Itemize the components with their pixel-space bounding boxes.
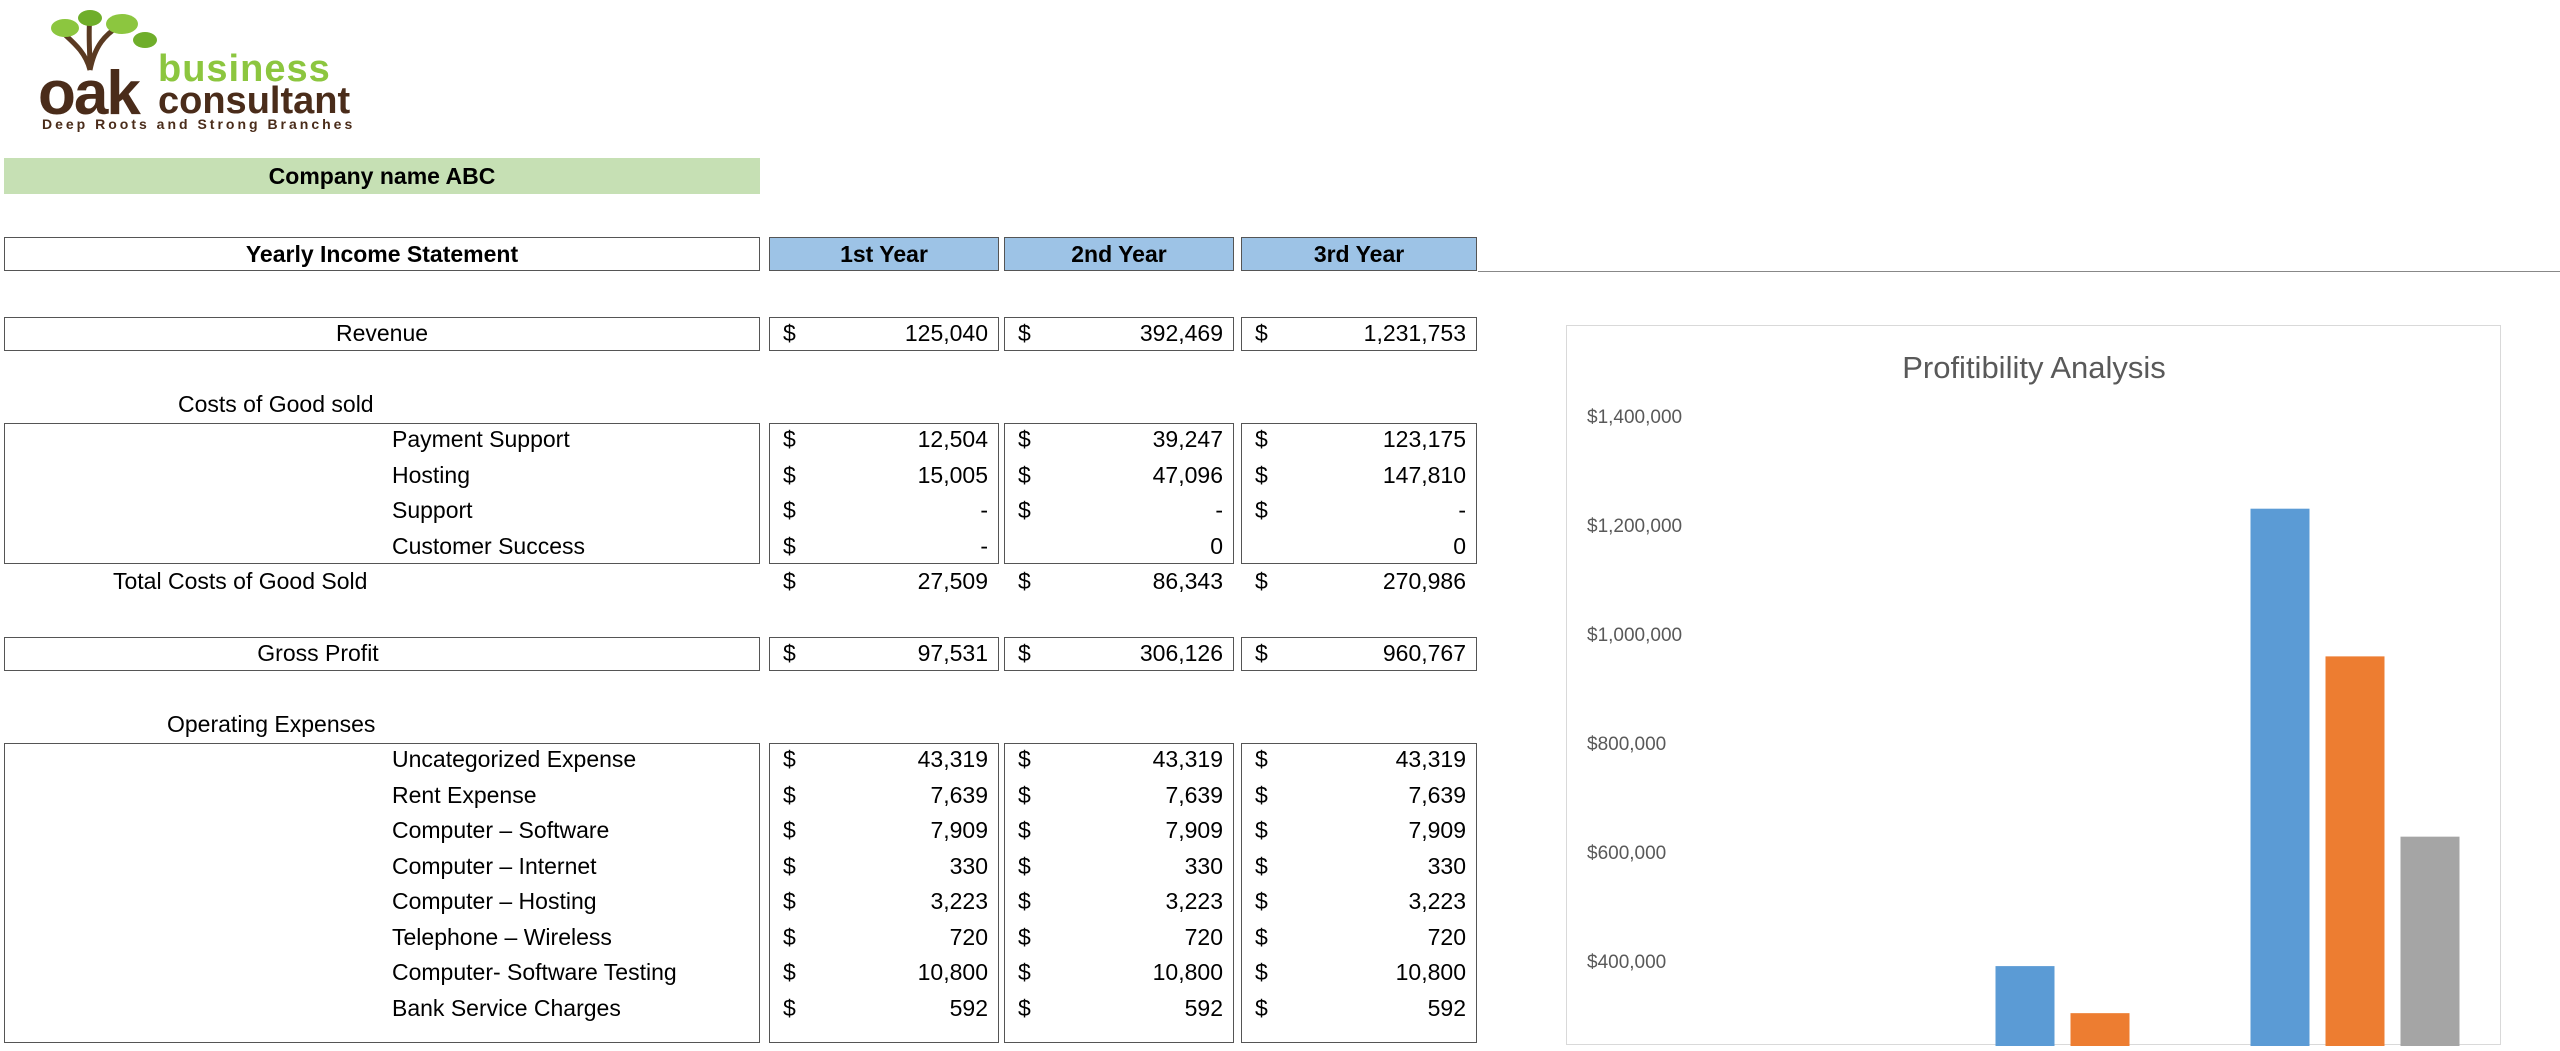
- currency-symbol: $: [783, 995, 796, 1021]
- value-cell[interactable]: 330: [1184, 853, 1223, 879]
- row-label: Payment Support: [392, 426, 570, 452]
- value-cell[interactable]: 592: [1427, 995, 1466, 1021]
- currency-symbol: $: [1255, 817, 1268, 843]
- value-cell[interactable]: 306,126: [1139, 640, 1223, 666]
- currency-symbol: $: [1255, 746, 1268, 772]
- currency-symbol: $: [783, 782, 796, 808]
- logo-oak-text: oak: [38, 59, 139, 128]
- currency-symbol: $: [783, 320, 796, 346]
- value-cell[interactable]: 592: [949, 995, 988, 1021]
- y-tick-label: $600,000: [1587, 843, 1667, 864]
- value-cell[interactable]: -: [980, 497, 988, 523]
- y-tick-label: $400,000: [1587, 952, 1667, 973]
- value-cell[interactable]: 7,909: [930, 817, 988, 843]
- currency-symbol: $: [783, 640, 796, 666]
- currency-symbol: $: [783, 462, 796, 488]
- currency-symbol: $: [1018, 640, 1031, 666]
- currency-symbol: $: [783, 888, 796, 914]
- y-tick-label: $800,000: [1587, 734, 1667, 755]
- value-cell[interactable]: 10,800: [917, 959, 988, 985]
- chart-title: Profitibility Analysis: [1902, 350, 2166, 385]
- value-cell[interactable]: 392,469: [1139, 320, 1223, 346]
- logo-tagline: Deep Roots and Strong Branches: [42, 116, 356, 132]
- value-cell[interactable]: -: [1215, 497, 1223, 523]
- value-cell[interactable]: 43,319: [917, 746, 988, 772]
- currency-symbol: $: [1018, 888, 1031, 914]
- row-label: Hosting: [392, 462, 470, 488]
- value-cell[interactable]: 3,223: [1165, 888, 1223, 914]
- year-header-text: 1st Year: [840, 240, 928, 267]
- cogs-label-box: [4, 423, 760, 564]
- currency-symbol: $: [783, 817, 796, 843]
- currency-symbol: $: [1255, 497, 1268, 523]
- value-cell[interactable]: 43,319: [1152, 746, 1223, 772]
- company-name-text: Company name ABC: [268, 162, 496, 189]
- y-tick-label: $1,000,000: [1587, 625, 1683, 646]
- value-cell[interactable]: 10,800: [1152, 959, 1223, 985]
- row-label: Telephone – Wireless: [392, 924, 612, 950]
- value-cell[interactable]: 10,800: [1395, 959, 1466, 985]
- year-header-3[interactable]: [1241, 237, 1477, 271]
- currency-symbol: $: [783, 426, 796, 452]
- value-cell[interactable]: 147,810: [1382, 462, 1466, 488]
- row-label: Computer- Software Testing: [392, 959, 677, 985]
- profitability-chart[interactable]: [1566, 325, 2501, 1045]
- currency-symbol: $: [1255, 782, 1268, 808]
- chart-bar: [2251, 509, 2310, 1046]
- value-cell[interactable]: 720: [1184, 924, 1223, 950]
- row-label-revenue: Revenue: [335, 320, 429, 346]
- currency-symbol: $: [1255, 995, 1268, 1021]
- currency-symbol: $: [1255, 640, 1268, 666]
- chart-bar: [2326, 656, 2385, 1046]
- currency-symbol: $: [1255, 426, 1268, 452]
- year-header-1[interactable]: [769, 237, 999, 271]
- y-tick-label: $1,400,000: [1587, 407, 1683, 428]
- value-cell[interactable]: 960,767: [1382, 640, 1466, 666]
- chart-bar: [1996, 966, 2055, 1046]
- currency-symbol: $: [783, 533, 796, 559]
- value-cell[interactable]: 125,040: [904, 320, 988, 346]
- header-rule: [1478, 271, 2560, 272]
- value-cell[interactable]: 123,175: [1382, 426, 1466, 452]
- section-label-opex: Operating Expenses: [167, 711, 376, 737]
- value-cell[interactable]: 330: [949, 853, 988, 879]
- row-label: Computer – Software: [392, 817, 610, 843]
- currency-symbol: $: [783, 568, 796, 594]
- chart-bar: [2401, 837, 2460, 1046]
- statement-header-text: Yearly Income Statement: [245, 240, 519, 267]
- value-cell[interactable]: 15,005: [917, 462, 988, 488]
- statement-header[interactable]: [4, 237, 760, 271]
- currency-symbol: $: [1018, 924, 1031, 950]
- value-cell[interactable]: 1,231,753: [1363, 320, 1466, 346]
- value-cell[interactable]: 270,986: [1382, 568, 1466, 594]
- currency-symbol: $: [1018, 426, 1031, 452]
- value-cell[interactable]: 43,319: [1395, 746, 1466, 772]
- logo-business-text: business: [158, 48, 331, 90]
- value-cell[interactable]: 47,096: [1152, 462, 1223, 488]
- row-label: Computer – Hosting: [392, 888, 597, 914]
- currency-symbol: $: [783, 924, 796, 950]
- currency-symbol: $: [1255, 568, 1268, 594]
- value-cell[interactable]: 39,247: [1152, 426, 1223, 452]
- currency-symbol: $: [783, 959, 796, 985]
- value-cell[interactable]: 3,223: [930, 888, 988, 914]
- value-cell[interactable]: -: [1458, 497, 1466, 523]
- currency-symbol: $: [1018, 853, 1031, 879]
- value-cell[interactable]: 720: [1427, 924, 1466, 950]
- value-cell[interactable]: 97,531: [917, 640, 988, 666]
- currency-symbol: $: [1255, 853, 1268, 879]
- value-cell[interactable]: 0: [1210, 533, 1223, 559]
- value-cell[interactable]: 7,639: [930, 782, 988, 808]
- value-cell[interactable]: 7,909: [1408, 817, 1466, 843]
- company-name-cell[interactable]: [4, 158, 760, 194]
- row-label: Customer Success: [392, 533, 586, 559]
- currency-symbol: $: [1018, 320, 1031, 346]
- currency-symbol: $: [1018, 568, 1031, 594]
- currency-symbol: $: [1255, 959, 1268, 985]
- section-label-cogs: Costs of Good sold: [178, 391, 374, 417]
- currency-symbol: $: [1018, 746, 1031, 772]
- row-label: Support: [392, 497, 473, 523]
- value-cell[interactable]: 86,343: [1152, 568, 1223, 594]
- currency-symbol: $: [1018, 959, 1031, 985]
- y-tick-label: $1,200,000: [1587, 516, 1683, 537]
- value-cell[interactable]: 3,223: [1408, 888, 1466, 914]
- currency-symbol: $: [1018, 782, 1031, 808]
- company-logo: [30, 10, 360, 132]
- currency-symbol: $: [783, 746, 796, 772]
- row-label: Uncategorized Expense: [392, 746, 637, 772]
- currency-symbol: $: [1255, 462, 1268, 488]
- currency-symbol: $: [1255, 320, 1268, 346]
- currency-symbol: $: [1018, 462, 1031, 488]
- value-cell[interactable]: 7,909: [1165, 817, 1223, 843]
- value-cell[interactable]: 12,504: [917, 426, 988, 452]
- currency-symbol: $: [1018, 497, 1031, 523]
- value-cell[interactable]: 720: [949, 924, 988, 950]
- chart-bar: [2071, 1013, 2130, 1046]
- currency-symbol: $: [1255, 924, 1268, 950]
- row-label: Rent Expense: [392, 782, 537, 808]
- row-label-gross-profit: Gross Profit: [257, 640, 379, 666]
- value-cell[interactable]: 0: [1453, 533, 1466, 559]
- logo-consultant-text: consultant: [158, 80, 351, 122]
- currency-symbol: $: [1255, 888, 1268, 914]
- value-cell[interactable]: 7,639: [1165, 782, 1223, 808]
- row-label-total-cogs: Total Costs of Good Sold: [113, 568, 368, 594]
- value-cell[interactable]: 330: [1427, 853, 1466, 879]
- chart-canvas: [1567, 326, 2502, 1046]
- currency-symbol: $: [783, 853, 796, 879]
- currency-symbol: $: [1018, 817, 1031, 843]
- year-header-text: 2nd Year: [1071, 240, 1167, 267]
- currency-symbol: $: [783, 497, 796, 523]
- year-header-2[interactable]: [1004, 237, 1234, 271]
- value-cell[interactable]: 7,639: [1408, 782, 1466, 808]
- currency-symbol: $: [1018, 995, 1031, 1021]
- value-cell[interactable]: 27,509: [917, 568, 988, 594]
- value-cell[interactable]: -: [980, 533, 988, 559]
- row-label: Computer – Internet: [392, 853, 597, 879]
- opex-label-box: [4, 743, 760, 1043]
- year-header-text: 3rd Year: [1313, 240, 1405, 267]
- row-label: Bank Service Charges: [392, 995, 621, 1021]
- value-cell[interactable]: 592: [1184, 995, 1223, 1021]
